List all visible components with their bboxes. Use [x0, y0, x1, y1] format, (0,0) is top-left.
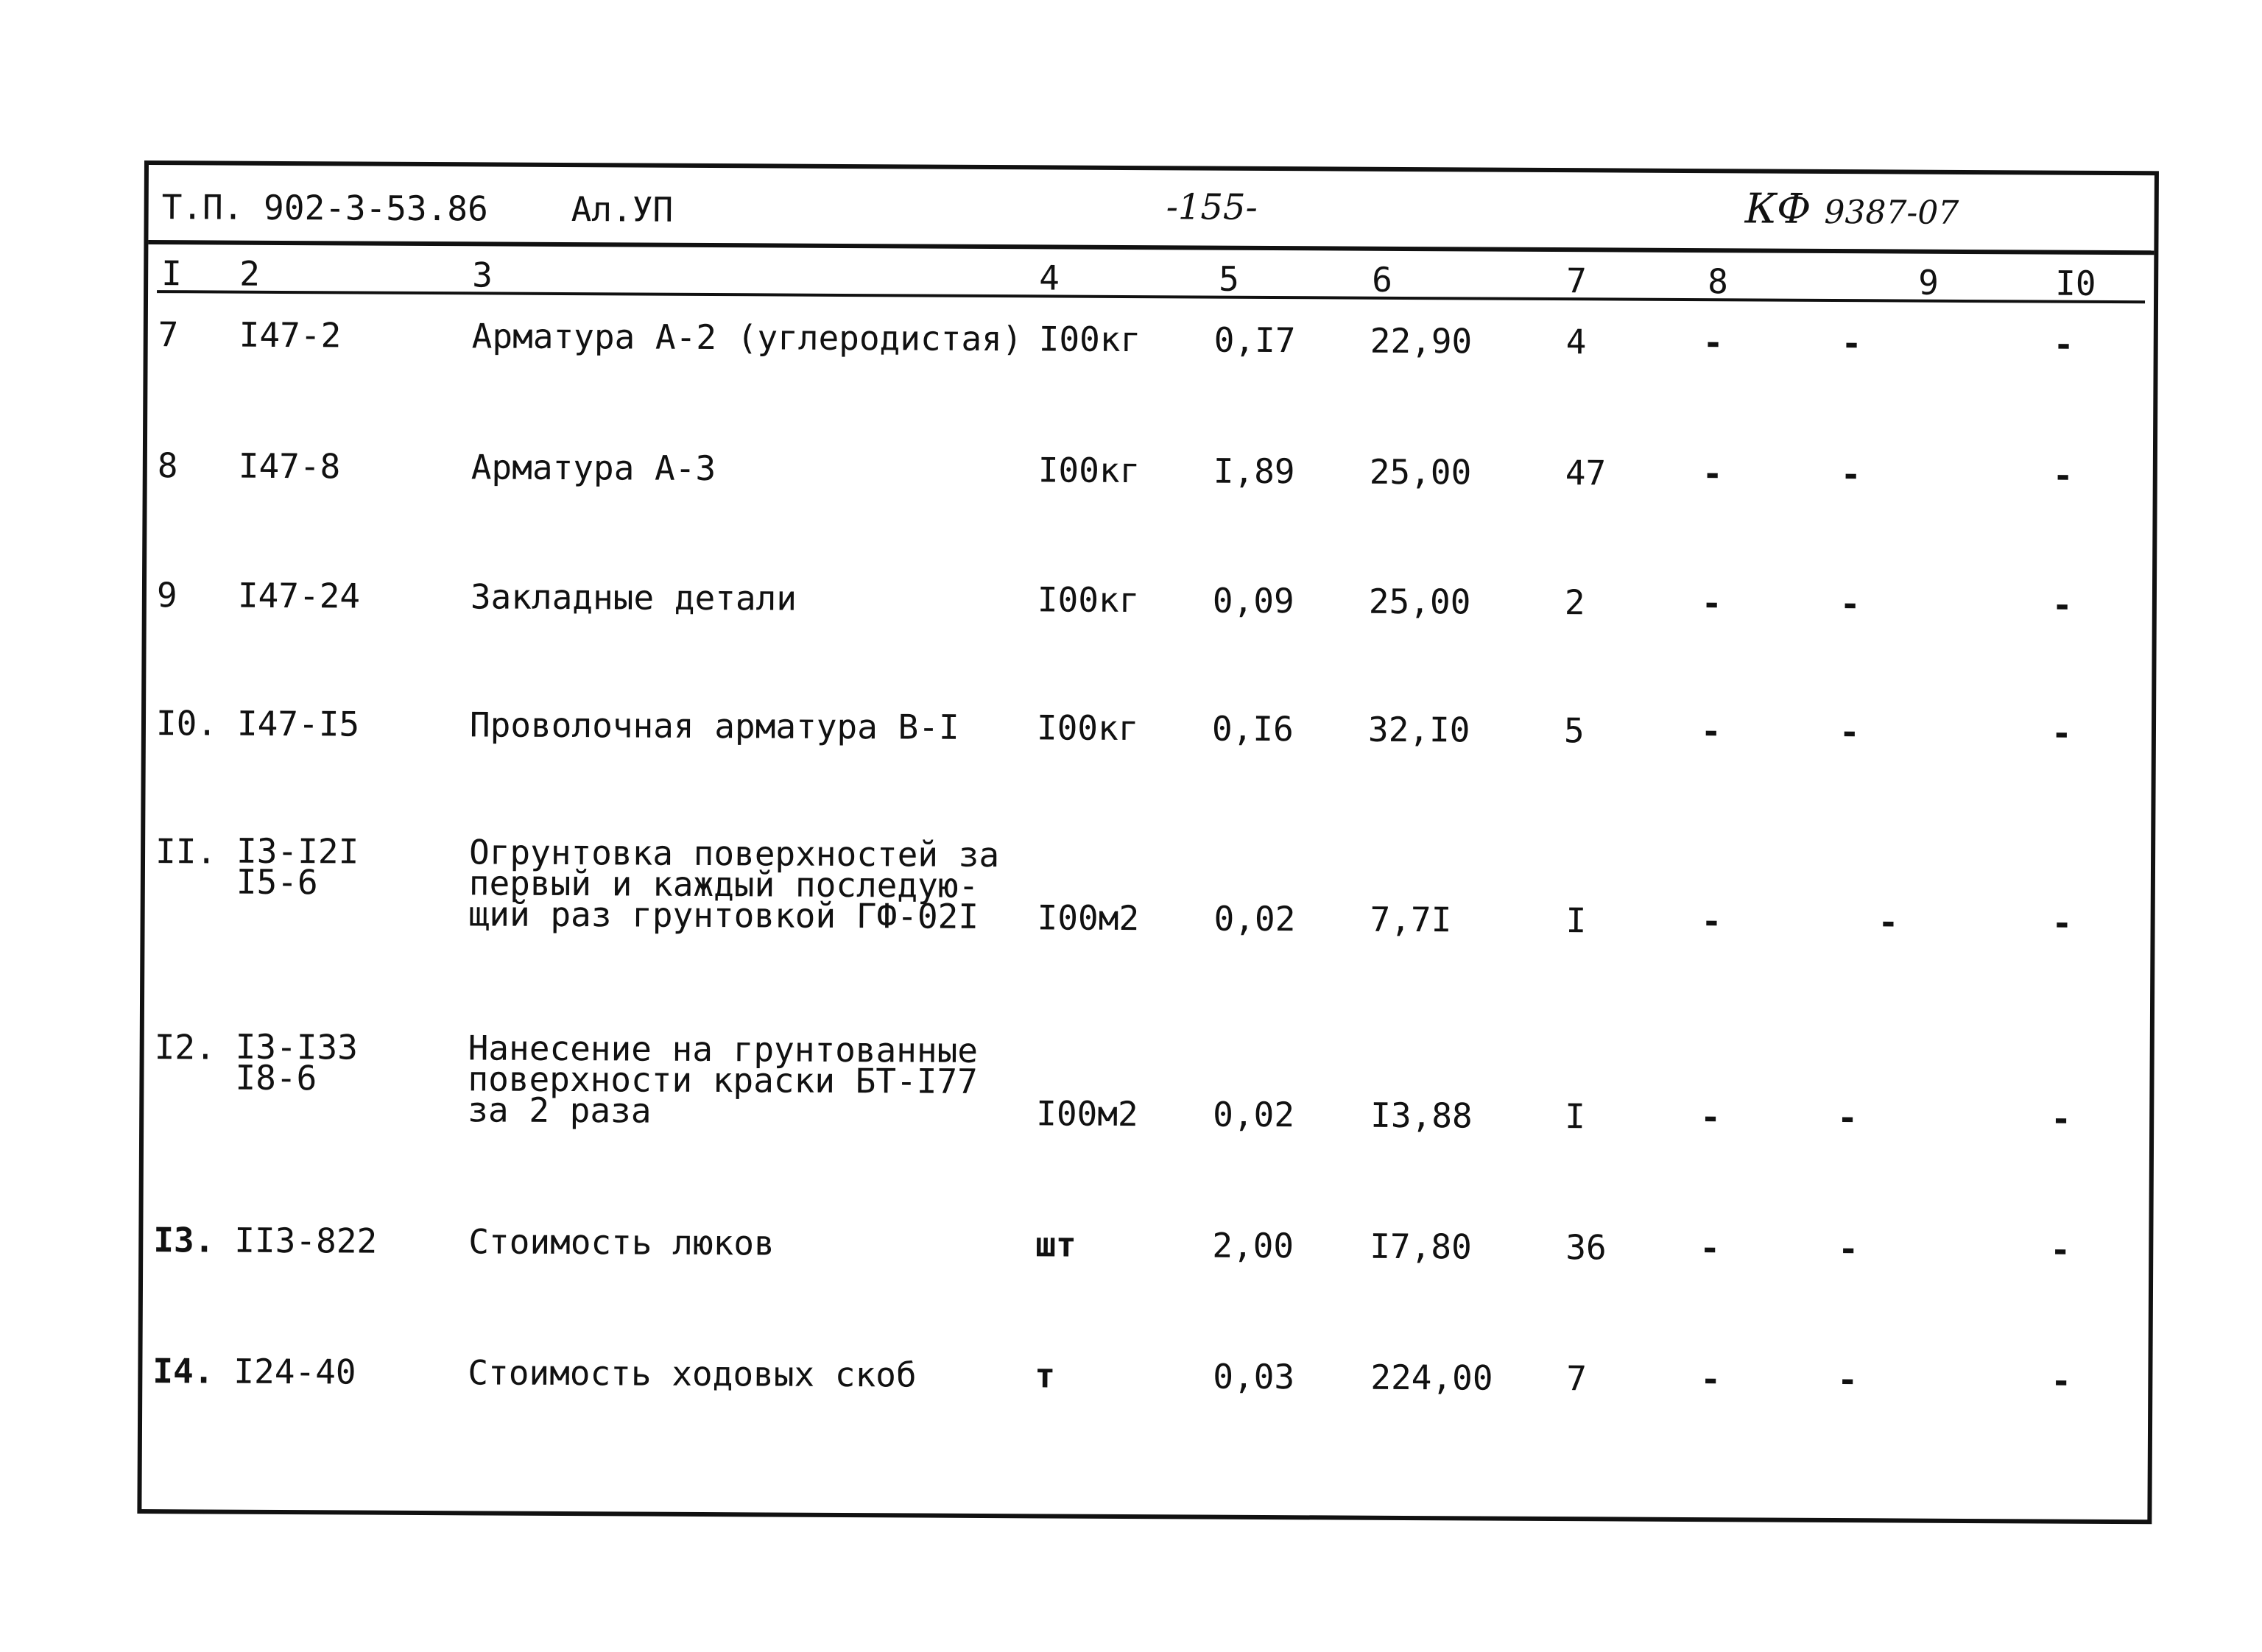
row-name: Арматура А-3 — [471, 447, 716, 489]
column-number-7: 7 — [1566, 261, 1588, 301]
row-col9: - — [1840, 454, 1861, 495]
table-row — [147, 575, 2152, 625]
row-col8: - — [1700, 1097, 1722, 1137]
row-unit: I00кг — [1037, 579, 1140, 621]
row-code: I47-24 — [237, 575, 361, 616]
column-number-6: 6 — [1372, 259, 1393, 300]
column-number-4: 4 — [1039, 258, 1060, 298]
header-divider — [148, 240, 2154, 255]
table-frame — [137, 160, 2159, 1524]
row-col10: - — [2051, 713, 2072, 753]
table-row — [145, 830, 2151, 943]
row-code: I24-40 — [233, 1351, 356, 1392]
row-quantity: 0,03 — [1213, 1356, 1295, 1397]
row-unit: I00м2 — [1037, 897, 1140, 939]
row-price: 25,00 — [1368, 581, 1471, 622]
row-total: 5 — [1563, 710, 1585, 751]
row-quantity: 0,I6 — [1211, 708, 1294, 749]
row-col10: - — [2050, 1229, 2071, 1270]
stamp-code: КФ — [1744, 185, 1811, 233]
row-col10: - — [2051, 903, 2073, 943]
album-label: Ал.УП — [571, 189, 674, 230]
table-row — [147, 445, 2153, 495]
column-number-10: I0 — [2055, 263, 2096, 303]
row-col8: - — [1702, 453, 1723, 494]
row-name: Нанесение на грунтованные поверхности краски БТ-I77 за 2 раза — [468, 1028, 979, 1131]
stamp — [1745, 185, 1959, 234]
row-name: Огрунтовка поверхностей за первый и каждый последую-щий раз грунтовкой ГФ-02I — [468, 832, 1000, 936]
row-col10: - — [2051, 1098, 2072, 1139]
row-price: 25,00 — [1369, 451, 1472, 493]
row-quantity: 0,02 — [1213, 1094, 1295, 1135]
table-row — [148, 314, 2154, 364]
row-price: I3,88 — [1370, 1095, 1473, 1136]
row-number: I4. — [152, 1351, 214, 1391]
column-number-1: I — [161, 253, 183, 294]
row-name: Проволочная арматура В-I — [469, 705, 959, 747]
row-quantity: 2,00 — [1212, 1225, 1294, 1266]
column-number-9: 9 — [1918, 262, 1939, 303]
column-number-5: 5 — [1219, 258, 1240, 299]
column-number-8: 8 — [1708, 261, 1729, 302]
column-number-underline — [157, 290, 2145, 303]
page-number: -155- — [1166, 186, 1258, 228]
row-col9: - — [1838, 1229, 1859, 1269]
row-col9: - — [1837, 1098, 1858, 1138]
row-price: 224,00 — [1370, 1357, 1493, 1398]
row-col8: - — [1701, 583, 1722, 624]
row-col10: - — [2053, 324, 2074, 364]
row-price: 32,I0 — [1367, 709, 1470, 750]
stamp-number: 9387-07 — [1824, 193, 1959, 232]
doc-code: Т.П. 902-3-53.86 — [161, 187, 488, 229]
row-unit: I00кг — [1037, 450, 1141, 491]
row-col9: - — [1878, 902, 1899, 942]
row-price: 22,90 — [1370, 320, 1473, 361]
row-quantity: I,89 — [1213, 451, 1295, 492]
row-col9: - — [1837, 1360, 1858, 1400]
row-code: II3-822 — [234, 1220, 378, 1261]
row-code: I47-2 — [239, 314, 342, 356]
row-name: Стоимость люков — [468, 1221, 775, 1263]
row-unit: I00м2 — [1036, 1093, 1138, 1134]
column-number-2: 2 — [239, 253, 261, 294]
row-unit: шт — [1035, 1224, 1077, 1265]
row-code: I47-I5 — [236, 703, 360, 744]
row-name: Стоимость ходовых скоб — [468, 1352, 917, 1395]
row-total: 4 — [1565, 322, 1587, 362]
table-row — [143, 1351, 2149, 1401]
row-unit: I00кг — [1038, 319, 1141, 360]
row-code: I3-I2I I5-6 — [236, 830, 359, 903]
row-total: 36 — [1565, 1227, 1607, 1268]
row-quantity: 0,09 — [1212, 580, 1294, 621]
table-row — [143, 1220, 2149, 1270]
row-quantity: 0,I7 — [1213, 320, 1296, 361]
row-number: I0. — [155, 703, 218, 744]
row-name: Закладные детали — [470, 576, 797, 618]
row-total: 2 — [1564, 582, 1585, 623]
table-row — [146, 703, 2152, 753]
row-col9: - — [1839, 712, 1860, 752]
row-col8: - — [1701, 901, 1722, 942]
row-total: 47 — [1565, 453, 1607, 493]
row-col9: - — [1841, 323, 1862, 364]
row-price: 7,7I — [1370, 899, 1452, 940]
row-code: I3-I33 I8-6 — [235, 1026, 359, 1098]
row-name: Арматура А-2 (углеродистая) — [471, 316, 1023, 359]
row-total: I — [1565, 900, 1587, 941]
row-number: I2. — [154, 1027, 216, 1067]
row-number: I3. — [153, 1220, 215, 1260]
row-price: I7,80 — [1370, 1226, 1472, 1267]
row-number: 8 — [157, 445, 178, 486]
column-number-3: 3 — [472, 255, 493, 295]
row-col8: - — [1702, 322, 1724, 363]
row-col10: - — [2051, 1360, 2072, 1401]
row-unit: т — [1035, 1355, 1056, 1396]
row-col8: - — [1699, 1228, 1721, 1268]
row-number: II. — [155, 831, 217, 872]
row-unit: I00кг — [1036, 707, 1139, 749]
row-col10: - — [2051, 585, 2073, 625]
row-col9: - — [1839, 584, 1861, 624]
row-total: 7 — [1566, 1358, 1588, 1399]
table-row — [144, 1026, 2150, 1139]
row-quantity: 0,02 — [1213, 898, 1296, 939]
row-code: I47-8 — [238, 445, 341, 487]
row-col8: - — [1700, 1359, 1722, 1399]
row-col10: - — [2052, 455, 2074, 495]
row-number: 7 — [158, 314, 179, 355]
row-total: I — [1565, 1096, 1586, 1137]
row-number: 9 — [156, 575, 177, 615]
row-col8: - — [1700, 711, 1722, 752]
